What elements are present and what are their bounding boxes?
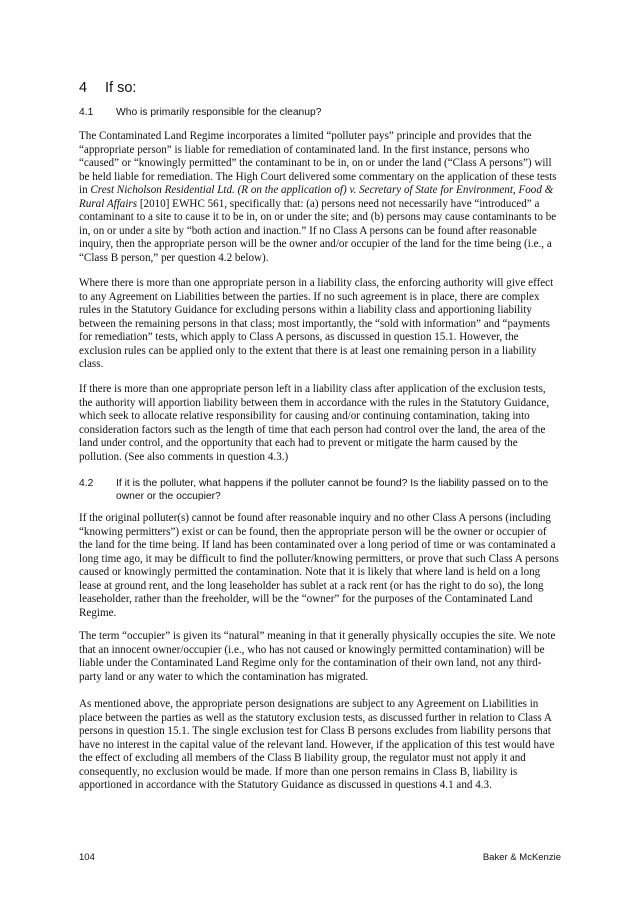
- paragraph-5: The term “occupier” is given its “natural” meaning in that it generally physically occupies the site. We note that an innocent owner/occupier (i.e., who has not caused or knowingly permitted contamination) will be liable under the Contaminated Land Regime only for the contamination of their own land, not any third-party land or any water to which the contamination has migrated.: [79, 630, 556, 683]
- paragraph-text: [2010] EWHC 561, specifically that: (a) persons need not necessarily have “introduced” a contaminant to a site to cause it to be in, on or under the site; and (b) persons may cause contaminants to be in, on or under a site by “both action and inaction.” If no Class A persons can be found after reasonable inquiry, then the appropriate person will be the owner and/or occupier of the land for the time being (i.e., a “Class B person,” per question 4.2 below).: [79, 197, 557, 264]
- question-title: If it is the polluter, what happens if the polluter cannot be found? Is the liability passed on to the owner or the occupier?: [116, 478, 549, 502]
- paragraph-6: As mentioned above, the appropriate person designations are subject to any Agreement on Liabilities in place between the parties as well as the statutory exclusion tests, as discussed further in relation to Class A persons in question 15.1. The single exclusion test for Class B persons excludes from liability persons that have no interest in the capital value of the relevant land. However, if the application of this test would have the effect of excluding all members of the Class B liability group, the regulator must not apply it and consequently, no exclusion would be made. If more than one person remains in Class B, liability is apportioned in accordance with the Statutory Guidance as discussed in questions 4.1 and 4.3.: [79, 698, 555, 792]
- paragraph-3: If there is more than one appropriate person left in a liability class after application of the exclusion tests, the authority will apportion liability between them in accordance with the rules in the Statutory Guidance, which seek to allocate relative responsibility for causing and/or continuing contamination, taking into consideration factors such as the length of time that each person had control over the land, the area of the land under control, and the opportunity that each had to prevent or mitigate the harm caused by the pollution. (See also comments in question 4.3.): [79, 383, 550, 463]
- paragraph-4: If the original polluter(s) cannot be found after reasonable inquiry and no other Class A persons (including “knowing permitters”) exist or can be found, then the appropriate person will be the owner or occupier of the land for the time being. If land has been contaminated over a long period of time or was contaminated a long time ago, it may be difficult to find the polluter/knowing permitters, or prove that such Class A persons caused or knowingly permitted the contamination. Note that it is likely that where land is held on a long lease at ground rent, and the long leaseholder has sublet at a rack rent (or has the right to do so), the long leaseholder, rather than the freeholder, will be the “owner” for the purposes of the Contaminated Land Regime.: [79, 512, 559, 619]
- question-heading-4-1: [79, 106, 559, 119]
- question-number: 4.1: [79, 107, 94, 118]
- footer-firm-name: Baker & McKenzie: [482, 852, 561, 863]
- paragraph-1: [79, 130, 561, 265]
- paragraph-2: Where there is more than one appropriate person in a liability class, the enforcing authority will give effect to any Agreement on Liabilities between the parties. If no such agreement is in place, there are complex rules in the Statutory Guidance for excluding persons within a liability class and apportioning liability between the remaining persons in that class; most importantly, the “sold with information” and “payments for remediation” tests, which apply to Class A persons, as discussed in question 15.1. However, the exclusion rules can be applied only to the extent that there is at least one remaining person in a liability class.: [79, 277, 554, 371]
- question-heading-4-2: [79, 477, 559, 503]
- page-number: 104: [79, 852, 95, 863]
- section-title: If so:: [105, 80, 137, 96]
- case-citation: Crest Nicholson Residential Ltd. (R on the application of) v. Secretary of State for Environment, Food & Rural Affairs: [79, 184, 554, 210]
- section-heading: [79, 80, 136, 96]
- question-number: 4.2: [79, 478, 94, 489]
- section-number: 4: [79, 80, 88, 96]
- paragraph-text: The Contaminated Land Regime incorporates a limited “polluter pays” principle and provides that the “appropriate person” is liable for remediation of contaminated land. In the first instance, persons who “caused” or “knowingly permitted” the contaminant to be in, on or under the land (“Class A persons”) will be held liable for remediation. The High Court delivered some commentary on the application of these tests in: [79, 130, 557, 197]
- question-title: Who is primarily responsible for the cleanup?: [116, 107, 322, 118]
